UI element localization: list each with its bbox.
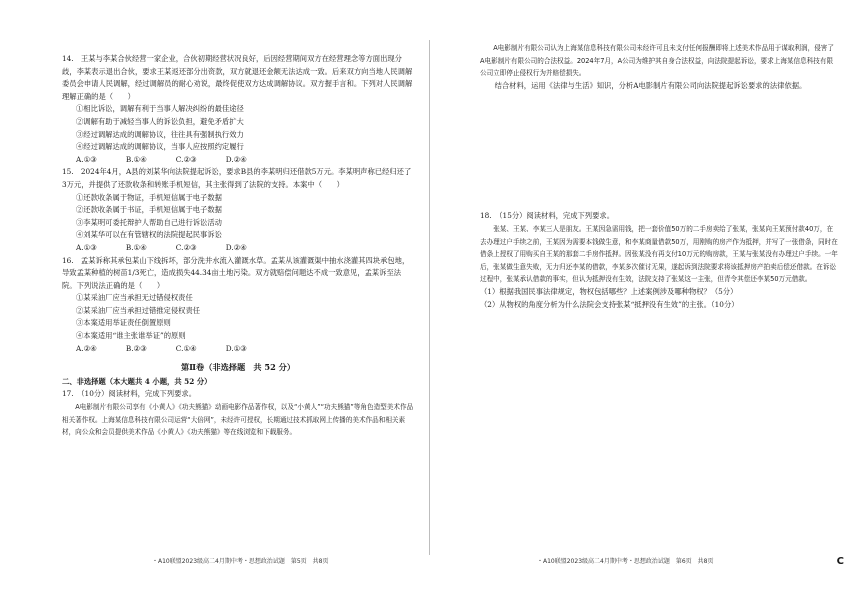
- q16-options: A.②④ B.②③ C.①④ D.①③: [76, 343, 247, 353]
- q16-stem: 16. 孟某诉称其承包某山下线拆坏，部分洗井水流入灌溉水草。孟某从该灌溉渠中抽水浇灌其四块承包地，导致孟某种植的树苗1/3死亡，造成损失44.34亩土地污染。双方就赔偿问题达不成一致意见，孟某诉至法院。下列说法正确的是（ ）: [62, 255, 410, 290]
- q15-item-4: ④刘某华可以在有管辖权的法院提起民事诉讼: [76, 230, 222, 240]
- q16-item-2: ②某采油厂应当承担过错推定侵权责任: [76, 305, 201, 315]
- q14-item-4: ④经过调解达成的调解协议，当事人应按照约定履行: [76, 142, 244, 152]
- q18-material: 张某、王某、李某三人是朋友。王某因急需用钱，把一套价值50万的二手房卖给了张某，张某向王某预付款40万，在去办理过户手续之前，王某因为需要本钱做生意，和李某商量借款50万，用刚购的房产作为抵押，并写了一张借条，同时在借条上授权了用购买自王某的那套二手房作抵押。因张某没有再支付10万元的购房款，王某与张某没有办理过户手续。一年后，张某做生意失败，无力归还李某的借款，李某多次催讨无果，遂起诉到法院要求将该抵押房产拍卖后偿还借款。在诉讼过程中，张某承认借款的事实，但认为抵押没有生效，法院支持了张某这一主张，但青令其偿还李某50万元借款。: [480, 224, 838, 284]
- q18-sub-question-2: （2）从物权的角度分析为什么法院会支持张某“抵押没有生效”的主张。（10分）: [480, 299, 739, 309]
- page-footer-left: ・A10联盟2023级高二4月期中考・思想政治试题 第5页 共8页: [152, 558, 329, 565]
- q14-stem: 14. 王某与李某合伙经营一家企业，合伙初期经营状况良好，后因经营期间双方在经营理念等方面出现分歧，李某表示退出合伙，要求王某返还部分出资款，双方就退还金额无法达成一致。后来双方向当地人民调解委员会申请人民调解，经过调解员的耐心劝说，最终促使双方达成调解协议。双方握手言和。下列对人民调解理解正确的是（ ）: [62, 54, 413, 101]
- q14-item-3: ③经过调解达成的调解协议，往往具有强制执行效力: [76, 129, 244, 139]
- q17-material-continued: A电影制片有限公司认为上海某信息科技有限公司未经许可且未支付任何报酬即将上述美术作品用于谋取利润，侵害了A电影制片有限公司的合法权益。2024年7月，A公司为维护其自身合法权益，向法院提起诉讼，要求上海某信息科技有限公司立即停止侵权行为并赔偿损失。: [480, 44, 834, 78]
- q15-stem: 15. 2024年4月，A县的刘某华向法院提起诉讼，要求B县的李某明归还借款5万元。李某明声称已经归还了3万元，并提供了还款收条和转账手机短信，其主张得到了法院的支持。本案中（ ）: [62, 167, 412, 189]
- q17-heading: 17. （10分）阅读材料，完成下列要求。: [62, 389, 196, 399]
- section-subtitle: 二、非选择题（本大题共 4 小题，共 52 分）: [62, 376, 212, 386]
- q15-item-3: ③李某明可委托辩护人帮助自己进行诉讼活动: [76, 217, 222, 227]
- q18-sub-question-1: （1）根据我国民事法律规定，物权包括哪些？上述案例涉及哪种物权？（5分）: [480, 286, 738, 296]
- q16-item-4: ④本案适用“谁主张谁举证”的原则: [76, 331, 186, 341]
- left-column: [62, 53, 414, 439]
- right-page: [430, 0, 860, 591]
- q15-item-2: ②还款收条属于书证，手机短信属于电子数据: [76, 205, 222, 215]
- q14-item-2: ②调解有助于减轻当事人的诉讼负担，避免矛盾扩大: [76, 116, 244, 126]
- q14-options: A.①③ B.①④ C.②③ D.②④: [76, 154, 247, 164]
- q16-item-1: ①某采油厂应当承担无过错侵权责任: [76, 293, 193, 303]
- q15-options: A.①③ B.①④ C.②③ D.②④: [76, 242, 247, 252]
- right-column: [480, 42, 838, 311]
- answer-space: [480, 92, 838, 210]
- q15-item-1: ①还款收条属于物证，手机短信属于电子数据: [76, 192, 222, 202]
- q16-item-3: ③本案适用举证责任倒置原则: [76, 318, 171, 328]
- q14-item-1: ①相比诉讼，调解有利于当事人解决纠纷的最佳途径: [76, 104, 244, 114]
- section-title: 第Ⅱ卷（非选择题 共 52 分）: [180, 362, 296, 373]
- q17-material: A电影制片有限公司享有《小黄人》《功夫熊猫》动画电影作品著作权，以及“小黄人”“功夫熊猫”等角色造型美术作品相关著作权。上海某信息科技有限公司运营“大倍网”，未经许可授权，长期通过技术抓取网上传播的美术作品和相关素材，向公众和会员提供美术作品《小黄人》《功夫熊猫》等在线浏览和下载服务。: [62, 403, 414, 437]
- page-footer-right: ・A10联盟2023级高二4月期中考・思想政治试题 第6页 共8页: [537, 558, 714, 565]
- q18-heading: 18. （15分）阅读材料，完成下列要求。: [480, 211, 614, 221]
- q17-question: 结合材料，运用《法律与生活》知识，分析A电影制片有限公司向法院提起诉讼要求的法律依据。: [494, 80, 807, 90]
- corner-mark: C: [836, 556, 844, 567]
